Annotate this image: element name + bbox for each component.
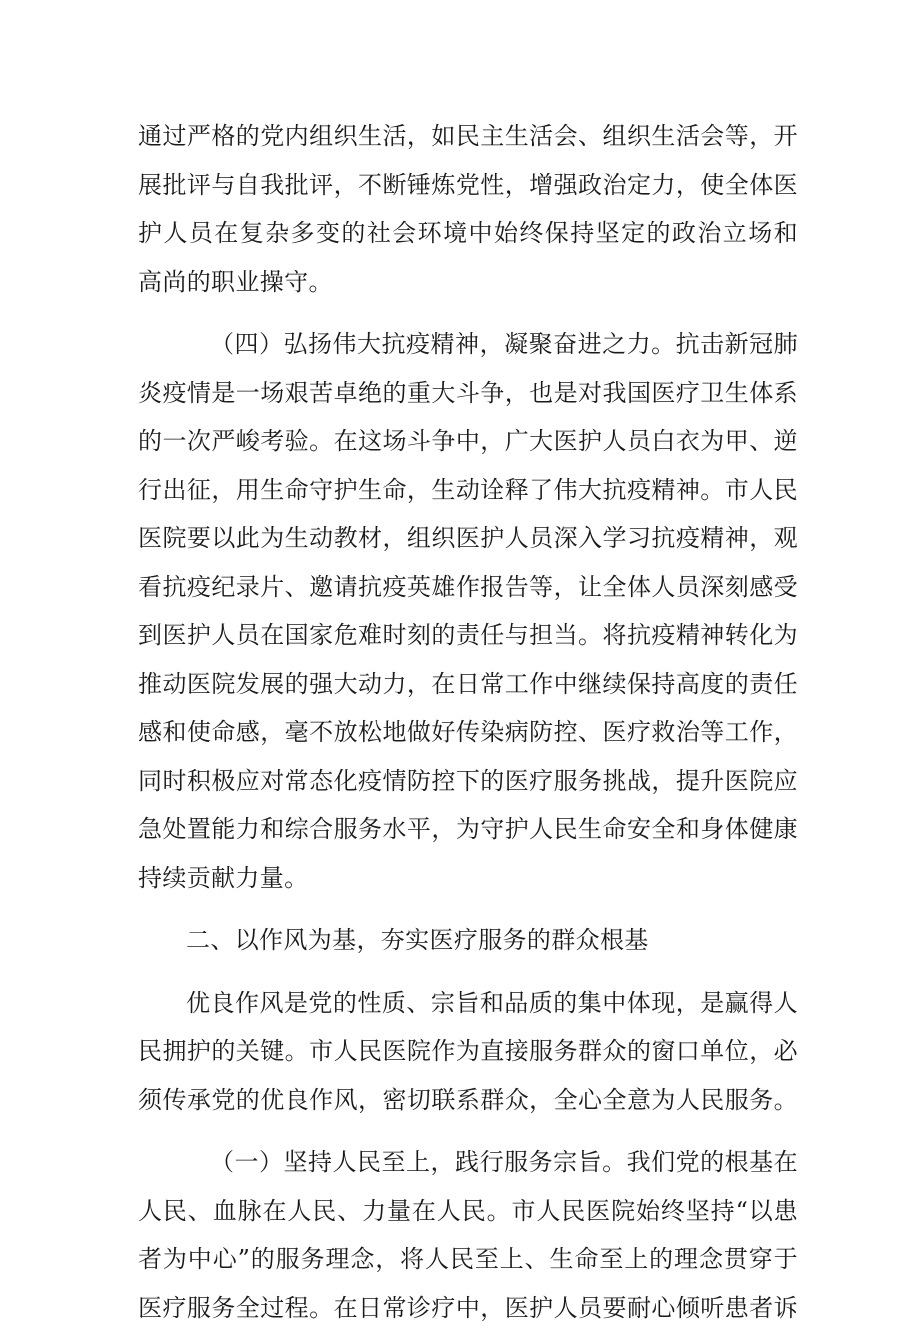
subsection-heading-line: （一）坚持人民至上，践行服务宗旨。我们党的根基在: [138, 1138, 798, 1187]
paragraph: [138, 112, 798, 306]
text-line: 持续贡献力量。: [138, 854, 798, 903]
text-line: 炎疫情是一场艰苦卓绝的重大斗争，也是对我国医疗卫生体系: [138, 369, 798, 418]
text-line: 的一次严峻考验。在这场斗争中，广大医护人员白衣为甲、逆: [138, 417, 798, 466]
document-body: [138, 112, 798, 1332]
text-line: 看抗疫纪录片、邀请抗疫英雄作报告等，让全体人员深刻感受: [138, 563, 798, 612]
section-heading: [138, 916, 798, 965]
text-line: 高尚的职业操守。: [138, 258, 798, 307]
text-line: 同时积极应对常态化疫情防控下的医疗服务挑战，提升医院应: [138, 757, 798, 806]
text-line: 到医护人员在国家危难时刻的责任与担当。将抗疫精神转化为: [138, 611, 798, 660]
paragraph: [138, 1138, 798, 1332]
section-heading-text: 二、以作风为基，夯实医疗服务的群众根基: [138, 916, 798, 965]
text-line: 民拥护的关键。市人民医院作为直接服务群众的窗口单位，必: [138, 1027, 798, 1076]
text-line: 者为中心”的服务理念，将人民至上、生命至上的理念贯穿于: [138, 1235, 798, 1284]
text-line: 急处置能力和综合服务水平，为守护人民生命安全和身体健康: [138, 805, 798, 854]
text-line: 医疗服务全过程。在日常诊疗中，医护人员要耐心倾听患者诉: [138, 1284, 798, 1332]
text-line: 感和使命感，毫不放松地做好传染病防控、医疗救治等工作，: [138, 708, 798, 757]
text-line: 行出征，用生命守护生命，生动诠释了伟大抗疫精神。市人民: [138, 466, 798, 515]
paragraph: [138, 979, 798, 1125]
text-line: 须传承党的优良作风，密切联系群众，全心全意为人民服务。: [138, 1076, 798, 1125]
text-line: 优良作风是党的性质、宗旨和品质的集中体现，是赢得人: [138, 979, 798, 1028]
paragraph: [138, 320, 798, 902]
text-line: 医院要以此为生动教材，组织医护人员深入学习抗疫精神，观: [138, 514, 798, 563]
text-line: 护人员在复杂多变的社会环境中始终保持坚定的政治立场和: [138, 209, 798, 258]
text-line: 推动医院发展的强大动力，在日常工作中继续保持高度的责任: [138, 660, 798, 709]
text-line: 展批评与自我批评，不断锤炼党性，增强政治定力，使全体医: [138, 161, 798, 210]
subsection-heading-line: （四）弘扬伟大抗疫精神，凝聚奋进之力。抗击新冠肺: [138, 320, 798, 369]
text-line: 人民、血脉在人民、力量在人民。市人民医院始终坚持“以患: [138, 1187, 798, 1236]
text-line: 通过严格的党内组织生活，如民主生活会、组织生活会等，开: [138, 112, 798, 161]
